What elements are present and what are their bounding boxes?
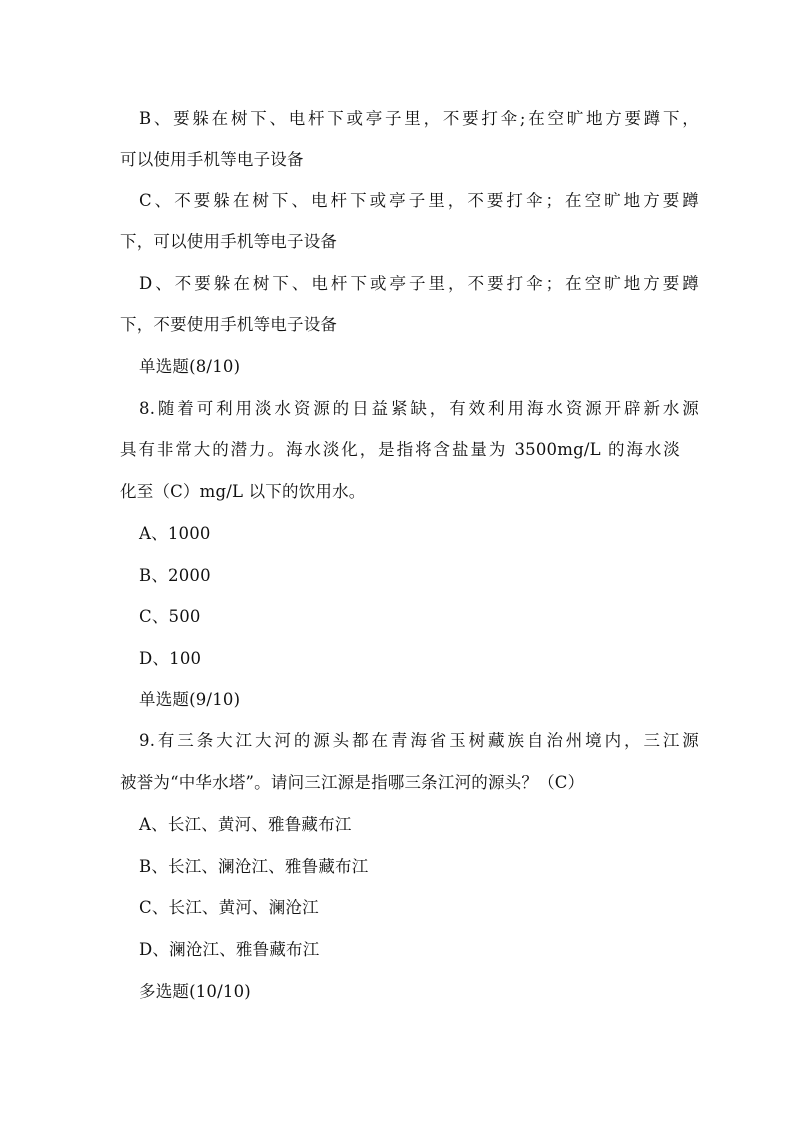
- q7-option-d-line1: D、不要躲在树下、电杆下或亭子里，不要打伞；在空旷地方要蹲: [139, 274, 699, 293]
- q9-option-c: C、长江、黄河、澜沧江: [139, 898, 319, 917]
- q9-stem-line1: 9.有三条大江大河的源头都在青海省玉树藏族自治州境内，三江源: [139, 731, 699, 750]
- q9-type-label: 单选题(9/10): [139, 690, 241, 709]
- q7-option-b-line2: 可以使用手机等电子设备: [120, 150, 304, 169]
- q7-option-b-line1: B、要躲在树下、电杆下或亭子里，不要打伞;在空旷地方要蹲下，: [139, 109, 699, 128]
- q8-stem-line2: 具有非常大的潜力。海水淡化，是指将含盐量为 3500mg/L 的海水淡: [120, 440, 680, 459]
- q8-stem-line3: 化至（C）mg/L 以下的饮用水。: [120, 482, 366, 501]
- q9-option-a: A、长江、黄河、雅鲁藏布江: [139, 815, 352, 834]
- q8-type-label: 单选题(8/10): [139, 357, 241, 376]
- q8-option-c: C、500: [139, 607, 201, 626]
- q9-option-d: D、澜沧江、雅鲁藏布江: [139, 940, 320, 959]
- q8-option-b: B、2000: [139, 566, 211, 585]
- q7-option-d-line2: 下，不要使用手机等电子设备: [120, 315, 338, 334]
- q8-option-a: A、1000: [139, 524, 211, 543]
- q9-option-b: B、长江、澜沧江、雅鲁藏布江: [139, 857, 369, 876]
- q7-option-c-line2: 下，可以使用手机等电子设备: [120, 232, 338, 251]
- q8-stem-line1: 8.随着可利用淡水资源的日益紧缺，有效利用海水资源开辟新水源: [139, 399, 699, 418]
- q7-option-c-line1: C、不要躲在树下、电杆下或亭子里，不要打伞；在空旷地方要蹲: [139, 191, 699, 210]
- q9-stem-line2: 被誉为“中华水塔”。请问三江源是指哪三条江河的源头？（C）: [120, 773, 585, 792]
- q8-option-d: D、100: [139, 649, 202, 668]
- q10-type-label: 多选题(10/10): [139, 982, 251, 1001]
